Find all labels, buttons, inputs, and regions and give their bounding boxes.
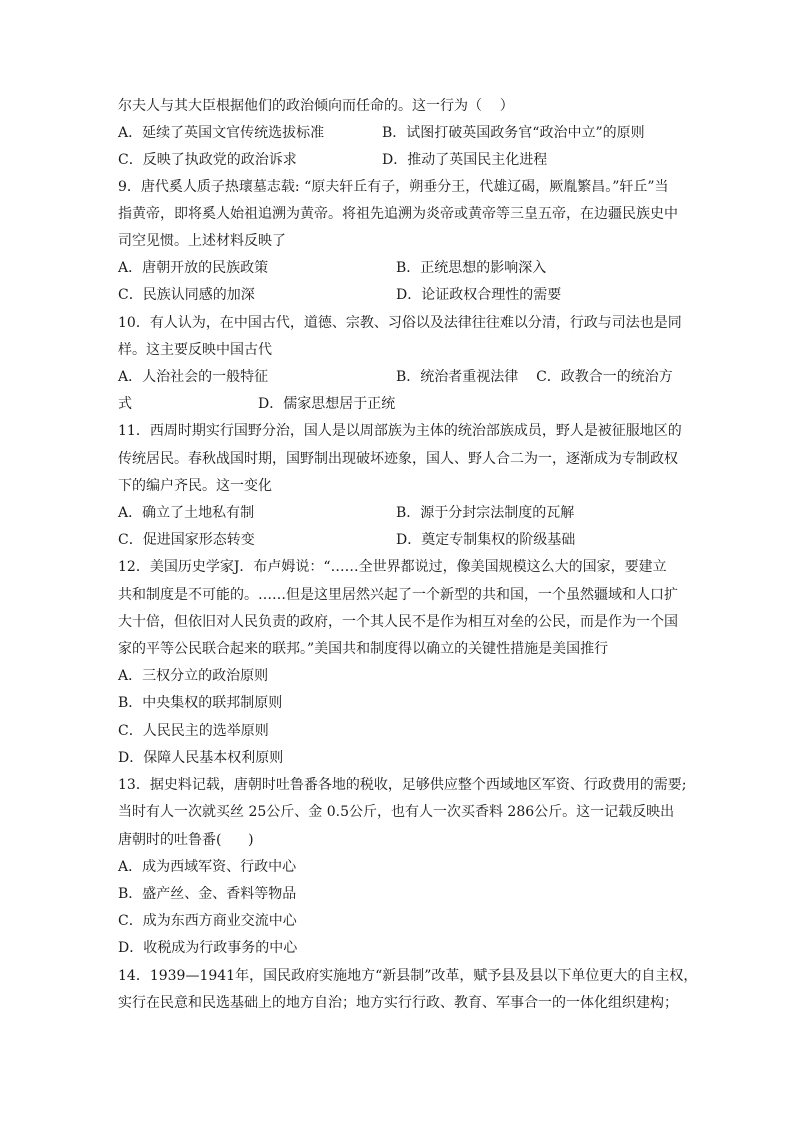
- option-12a: A．三权分立的政治原则: [118, 668, 269, 684]
- option-12c: C．人民民主的选举原则: [118, 723, 269, 739]
- question-12-line-3: 大十倍，但依旧对人民负责的政府，一个其人民不是作为相互对垒的公民，而是作为一个国: [118, 614, 678, 630]
- option-12b: B．中央集权的联邦制原则: [118, 695, 283, 711]
- option-11c: C．促进国家形态转变: [118, 532, 255, 548]
- question-11-line-1: 11．西周时期实行国野分治，国人是以周部族为主体的统治部族成员，野人是被征服地区的: [118, 423, 682, 439]
- question-12-line-2: 共和制度是不可能的。……但是这里居然兴起了一个新型的共和国，一个虽然疆域和人口扩: [118, 587, 678, 603]
- option-12d: D．保障人民基本权利原则: [118, 750, 284, 766]
- option-9d: D．论证政权合理性的需要: [396, 287, 562, 303]
- option-9c: C．民族认同感的加深: [118, 287, 255, 303]
- question-10-line-2: 样。这主要反映中国古代: [118, 342, 272, 358]
- question-8-stem-end: 尔夫人与其大臣根据他们的政治倾向而任命的。这一行为（ ）: [118, 98, 514, 114]
- question-11-line-3: 下的编户齐民。这一变化: [118, 478, 272, 494]
- option-9b: B．正统思想的影响深入: [396, 260, 547, 276]
- question-13-line-2: 当时有人一次就买丝 25公斤、金 0.5公斤，也有人一次买香料 286公斤。这一记载反映出: [118, 804, 675, 820]
- question-9-line-3: 司空见惯。上述材料反映了: [118, 233, 286, 249]
- option-13d: D．收税成为行政事务的中心: [118, 940, 298, 956]
- option-10d: D．儒家思想居于正统: [258, 396, 396, 412]
- option-10c-wrap: 式: [118, 396, 132, 412]
- option-13b: B．盛产丝、金、香料等物品: [118, 886, 297, 902]
- option-10a: A．人治社会的一般特征: [118, 369, 269, 385]
- question-12-line-4: 家的平等公民联合起来的联邦。”美国共和制度得以确立的关键性措施是美国推行: [118, 641, 609, 657]
- question-14-line-2: 实行在民意和民选基础上的地方自治；地方实行行政、教育、军事合一的一体化组织建构；: [118, 995, 678, 1011]
- question-14-line-1: 14．1939—1941年，国民政府实施地方“新县制”改革，赋予县及县以下单位更大的自主权，: [118, 968, 698, 984]
- option-11d: D．奠定专制集权的阶级基础: [396, 532, 576, 548]
- option-13a: A．成为西域军资、行政中心: [118, 859, 297, 875]
- question-9-line-1: 9．唐代奚人质子热瓌墓志载: “原夫轩丘有子，朔垂分王，代雄辽碣，厥胤繁昌。”轩丘”当: [118, 179, 669, 195]
- option-8d: D．推动了英国民主化进程: [382, 152, 548, 168]
- question-13-line-3: 唐朝时的吐鲁番( ): [118, 832, 254, 848]
- option-10b-c: B．统治者重视法律 C．政教合一的统治方: [396, 369, 673, 385]
- option-13c: C．成为东西方商业交流中心: [118, 913, 297, 929]
- question-9-line-2: 指黄帝，即将奚人始祖追溯为黄帝。将祖先追溯为炎帝或黄帝等三皇五帝，在边疆民族史中: [118, 206, 678, 222]
- question-10-line-1: 10．有人认为，在中国古代，道德、宗教、习俗以及法律往往难以分清，行政与司法也是同: [118, 315, 682, 331]
- question-11-line-2: 传统居民。春秋战国时期，国野制出现破坏迹象，国人、野人合二为一，逐渐成为专制政权: [118, 451, 678, 467]
- option-11a: A．确立了土地私有制: [118, 505, 255, 521]
- question-12-line-1: 12．美国历史学家J．布卢姆说：“……全世界都说过，像美国规模这么大的国家，要建立: [118, 559, 667, 575]
- option-9a: A．唐朝开放的民族政策: [118, 260, 269, 276]
- option-11b: B．源于分封宗法制度的瓦解: [396, 505, 575, 521]
- option-8a: A．延续了英国文官传统选拔标准: [118, 125, 325, 141]
- option-8b: B．试图打破英国政务官“政治中立”的原则: [382, 125, 645, 141]
- question-13-line-1: 13．据史料记载，唐朝时吐鲁番各地的税收，足够供应整个西域地区军资、行政费用的需要;: [118, 777, 687, 793]
- option-8c: C．反映了执政党的政治诉求: [118, 152, 297, 168]
